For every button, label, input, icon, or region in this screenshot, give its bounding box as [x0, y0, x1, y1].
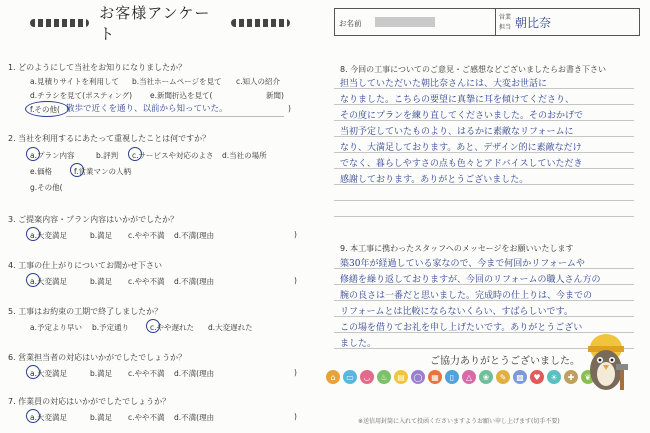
- q9-answer-line-4: リフォームとは比較にならないくらい、すばらしいです。: [340, 307, 573, 317]
- q2-question: 2. 当社を利用するにあたって重視したことは何ですか？: [8, 134, 211, 143]
- q2-option-b[interactable]: b.評判: [96, 151, 119, 160]
- q3-option-d-suffix: ): [294, 230, 297, 239]
- q1-option-a[interactable]: a.見積りサイトを利用して: [30, 77, 119, 86]
- q5-circle-c: [146, 319, 160, 333]
- q6-option-c[interactable]: c.やや不満: [128, 369, 165, 378]
- q1-other-answer: 散歩で近くを通り、以前から知っていた。: [66, 104, 228, 114]
- q2-option-e[interactable]: e.価格: [30, 167, 52, 176]
- q1-option-d[interactable]: d.チラシを見て(ポスティング): [30, 91, 133, 100]
- paint-icon: ✎: [496, 370, 510, 384]
- q7-circle-a: [26, 409, 40, 423]
- rep-label-1: 営業: [499, 14, 512, 21]
- q4-option-d[interactable]: d.不満(理由: [174, 277, 215, 286]
- q1-question: 1. どのようにして当社をお知りになりましたか？: [8, 63, 187, 72]
- q5-question: 5. 工事はお約束の工期で終了しましたか？: [8, 307, 163, 316]
- stairs-icon: ▤: [394, 370, 408, 384]
- garden-icon: ❀: [479, 370, 493, 384]
- q6-question: 6. 営業担当者の対応はいかがでしたでしょうか？: [8, 353, 187, 362]
- name-redaction: [375, 17, 435, 27]
- q8-answer-line-1: 担当していただいた朝比奈さんには、大変お世話に: [340, 79, 548, 89]
- q9-answer-line-6: ました。: [340, 339, 377, 349]
- q6-option-d-suffix: ): [294, 368, 297, 377]
- q5-option-c[interactable]: c.やや遅れた: [150, 323, 195, 332]
- thanks-message: ご協力ありがとうございました。: [430, 356, 580, 367]
- footer-note: ※送信用封筒に入れて投函くださいますようお願い申し上げます(切手不要): [358, 418, 560, 425]
- q4-option-a[interactable]: a.大変満足: [30, 277, 67, 286]
- left-ornament-icon: [30, 19, 89, 27]
- heart-icon: ♥: [530, 370, 544, 384]
- q4-option-c[interactable]: c.やや不満: [128, 277, 165, 286]
- q2-option-d[interactable]: d.当社の場所: [222, 151, 267, 160]
- q8-answer-line-7: 感謝しております。ありがとうございました。: [340, 175, 529, 185]
- q8-answer-line-6: でなく、暮らしやすさの点も色々とアドバイスしていただき: [340, 159, 583, 169]
- house-icon: ⌂: [326, 370, 340, 384]
- q8-answer-line-4: 当初予定していたものより、はるかに素敵なリフォームに: [340, 127, 574, 137]
- q1-option-c[interactable]: c.知人の紹介: [236, 77, 281, 86]
- q4-circle-a: [26, 273, 40, 287]
- q7-option-b[interactable]: b.満足: [90, 413, 113, 422]
- q9-question: 9. 本工事に携わったスタッフへのメッセージをお願いいたします: [340, 244, 574, 253]
- q7-question: 7. 作業員の対応はいかがでしたでしょうか？: [8, 397, 171, 406]
- kitchen-icon: ♨: [377, 370, 391, 384]
- mascot-hammer-head: [616, 364, 628, 370]
- icon-strip: [326, 370, 612, 384]
- q3-question: 3. ご提案内容・プラン内容はいかがでしたか？: [8, 215, 179, 224]
- mascot-hammer-handle: [620, 368, 624, 390]
- toilet-icon: ◯: [411, 370, 425, 384]
- q2-option-f[interactable]: f.営業マンの人柄: [74, 167, 131, 176]
- q9-answer-line-1: 築30年が経過している家なので、今まで何回かリフォームや: [340, 259, 585, 269]
- rep-value: 朝比奈: [515, 16, 552, 30]
- sun-icon: ☀: [547, 370, 561, 384]
- q1-option-f[interactable]: f.その他(: [30, 105, 60, 114]
- q7-option-d[interactable]: d.不満(理由: [174, 413, 215, 422]
- q2-option-a[interactable]: a.プラン内容: [30, 151, 75, 160]
- q3-option-b[interactable]: b.満足: [90, 231, 113, 240]
- q5-option-d[interactable]: d.大変遅れた: [208, 323, 253, 332]
- q6-option-d[interactable]: d.不満(理由: [174, 369, 215, 378]
- bath-icon: ◡: [360, 370, 374, 384]
- mascot-pupil-right: [611, 359, 614, 362]
- q8-answer-line-2: なりました。こちらの要望に真摯に耳を傾けてくださり、: [340, 95, 575, 105]
- q6-option-a[interactable]: a.大変満足: [30, 369, 67, 378]
- q2-circle-f: [70, 163, 84, 177]
- q8-line-8: [334, 200, 634, 201]
- q3-option-a[interactable]: a.大変満足: [30, 231, 67, 240]
- tool-icon: ✚: [564, 370, 578, 384]
- q9-answer-line-5: この場を借りてお礼を申し上げたいです。ありがとうござい: [340, 323, 583, 333]
- q7-option-c[interactable]: c.やや不満: [128, 413, 165, 422]
- q4-question: 4. 工事の仕上がりについてお聞かせ下さい: [8, 261, 163, 270]
- mascot-icon: [576, 322, 636, 402]
- q1-underline: [66, 116, 284, 117]
- q8-answer-line-3: その度にプランを練り直してくださいました。そのおかげで: [340, 111, 584, 121]
- q4-option-d-suffix: ): [294, 276, 297, 285]
- sofa-icon: ▭: [343, 370, 357, 384]
- q4-option-b[interactable]: b.満足: [90, 277, 113, 286]
- door-icon: ▯: [445, 370, 459, 384]
- q2-option-c[interactable]: c.サービスや対応のよさ: [132, 151, 214, 160]
- title-row: [30, 4, 290, 43]
- leaf-icon: ❦: [581, 370, 595, 384]
- q1-answer-circle: [25, 101, 69, 117]
- name-label: お名前: [339, 19, 362, 28]
- q3-circle-a: [26, 227, 40, 241]
- q1-option-b[interactable]: b.当社ホームページを見て: [132, 77, 222, 86]
- roof-icon: △: [462, 370, 476, 384]
- q7-option-a[interactable]: a.大変満足: [30, 413, 67, 422]
- q1-option-e[interactable]: e.新聞折込を見て(: [150, 91, 213, 100]
- name-box: [334, 8, 640, 36]
- tile-icon: ▩: [513, 370, 527, 384]
- q6-circle-a: [26, 365, 40, 379]
- q2-circle-c: [128, 147, 142, 161]
- mascot-pupil-left: [599, 359, 602, 362]
- rep-label-2: 担当: [499, 24, 512, 31]
- q6-option-b[interactable]: b.満足: [90, 369, 113, 378]
- q5-option-b[interactable]: b.予定通り: [92, 323, 130, 332]
- q5-option-a[interactable]: a.予定より早い: [30, 323, 82, 332]
- q3-option-d[interactable]: d.不満(理由: [174, 231, 215, 240]
- q3-option-c[interactable]: c.やや不満: [128, 231, 165, 240]
- q8-answer-line-5: なり、大満足しております。あと、デザイン的に素敵なだけ: [340, 143, 582, 153]
- q2-circle-a: [26, 147, 40, 161]
- q1-option-f-suffix: ): [288, 104, 291, 113]
- q9-answer-line-3: 腕の良さは一番だと思いました。完成時の仕上りは、今までの: [340, 291, 593, 301]
- q7-option-d-suffix: ): [294, 412, 297, 421]
- q8-line-9: [334, 216, 634, 217]
- q1-option-e-suffix: 新聞): [266, 91, 284, 100]
- q2-option-g[interactable]: g.その他(: [30, 183, 63, 192]
- page-title: お客様アンケート: [99, 4, 211, 43]
- q8-question: 8. 今回の工事についてのご意見・ご感想などございましたらお書き下さい: [340, 65, 607, 74]
- name-box-divider: [495, 9, 496, 35]
- q9-answer-line-2: 修繕を繰り返しておりますが、今回のリフォームの職人さん方の: [340, 275, 601, 285]
- window-icon: ▦: [428, 370, 442, 384]
- right-ornament-icon: [231, 19, 290, 27]
